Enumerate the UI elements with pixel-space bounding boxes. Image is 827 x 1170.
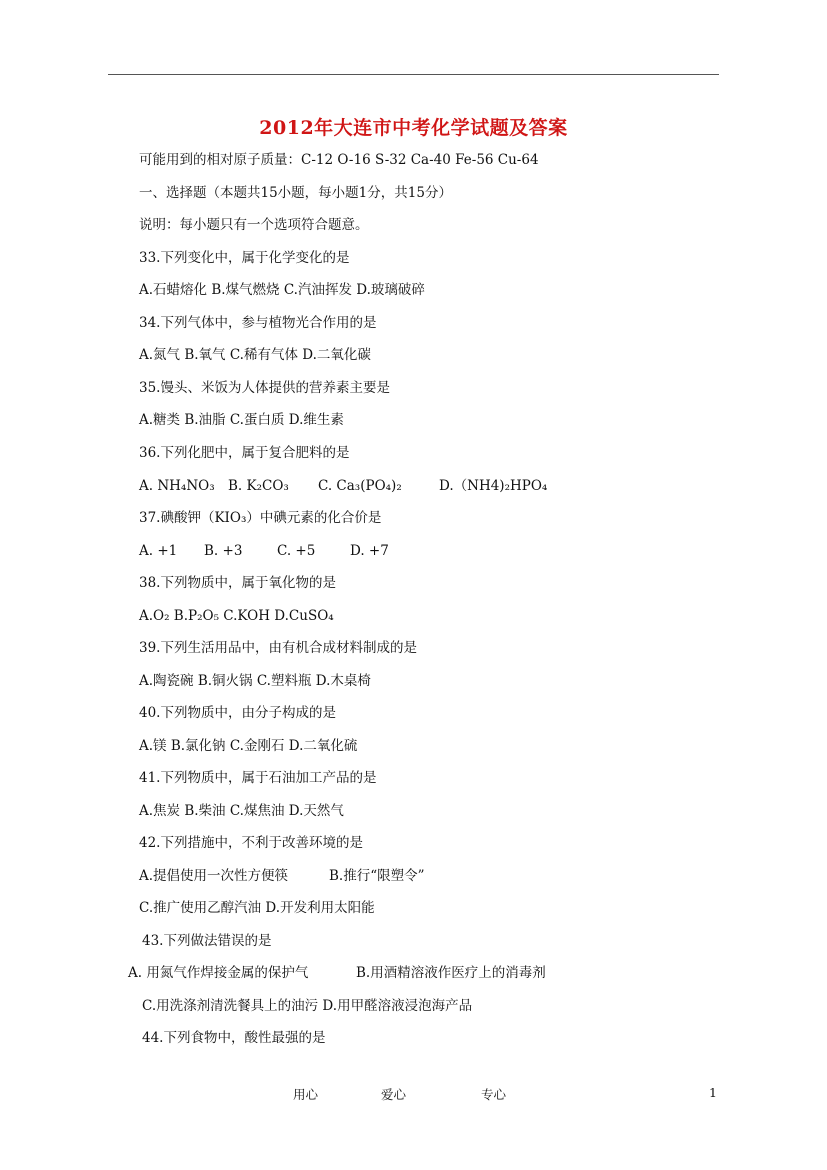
options-43-row2: C.用洗涤剂清洗餐具上的油污 D.用甲醛溶液浸泡海产品: [142, 998, 473, 1014]
question-44: 44.下列食物中，酸性最强的是: [142, 1030, 326, 1046]
options-43-row1: [128, 963, 546, 983]
page-number: 1: [709, 1085, 717, 1100]
option-b: B.用酒精溶液作医疗上的消毒剂: [356, 965, 546, 981]
option-a: A.提倡使用一次性方便筷: [139, 868, 289, 884]
option-a: A. 用氮气作焊接金属的保护气: [128, 965, 309, 981]
question-42: 42.下列措施中，不利于改善环境的是: [139, 835, 363, 851]
footer-item-1: 用心: [293, 1087, 319, 1102]
option-d: D. +7: [350, 543, 389, 559]
instruction-line: 说明：每小题只有一个选项符合题意。: [139, 217, 369, 233]
option-b: B. K₂CO₃: [228, 478, 289, 494]
option-d: D.（NH4)₂HPO₄: [439, 478, 548, 494]
option-c: C. +5: [277, 543, 316, 559]
question-40: 40.下列物质中，由分子构成的是: [139, 705, 336, 721]
question-33: 33.下列变化中，属于化学变化的是: [139, 250, 350, 266]
question-37: 37.碘酸钾（KIO₃）中碘元素的化合价是: [139, 510, 382, 526]
option-a: A. +1: [139, 543, 178, 559]
options-39: A.陶瓷碗 B.铜火锅 C.塑料瓶 D.木桌椅: [139, 673, 371, 689]
option-c: C. Ca₃(PO₄)₂: [318, 478, 402, 494]
option-b: B.推行“限塑令”: [329, 868, 425, 884]
header-rule: [108, 74, 719, 75]
options-42-row1: [139, 866, 425, 886]
options-33: A.石蜡熔化 B.煤气燃烧 C.汽油挥发 D.玻璃破碎: [139, 282, 425, 298]
question-36: 36.下列化肥中，属于复合肥料的是: [139, 445, 350, 461]
question-35: 35.馒头、米饭为人体提供的营养素主要是: [139, 380, 390, 396]
section-heading: 一、选择题（本题共15小题，每小题1分，共15分）: [139, 185, 452, 201]
atomic-mass-line: 可能用到的相对原子质量：C-12 O-16 S-32 Ca-40 Fe-56 Cu-64: [139, 152, 539, 168]
options-37: [139, 541, 389, 561]
options-35: A.糖类 B.油脂 C.蛋白质 D.维生素: [139, 412, 344, 428]
options-41: A.焦炭 B.柴油 C.煤焦油 D.天然气: [139, 803, 344, 819]
footer-item-3: 专心: [481, 1087, 507, 1102]
options-36: [139, 476, 547, 496]
options-38: A.O₂ B.P₂O₅ C.KOH D.CuSO₄: [139, 608, 334, 624]
options-34: A.氮气 B.氧气 C.稀有气体 D.二氧化碳: [139, 347, 371, 363]
options-40: A.镁 B.氯化钠 C.金刚石 D.二氧化硫: [139, 738, 358, 754]
question-43: 43.下列做法错误的是: [142, 933, 272, 949]
option-b: B. +3: [204, 543, 243, 559]
question-38: 38.下列物质中，属于氧化物的是: [139, 575, 336, 591]
options-42-row2: C.推广使用乙醇汽油 D.开发利用太阳能: [139, 900, 375, 916]
footer-item-2: 爱心: [381, 1087, 407, 1102]
question-34: 34.下列气体中，参与植物光合作用的是: [139, 315, 377, 331]
option-a: A. NH₄NO₃: [139, 478, 215, 494]
page-title: 2012年大连市中考化学试题及答案: [259, 117, 568, 139]
question-39: 39.下列生活用品中，由有机合成材料制成的是: [139, 640, 417, 656]
question-41: 41.下列物质中，属于石油加工产品的是: [139, 770, 377, 786]
